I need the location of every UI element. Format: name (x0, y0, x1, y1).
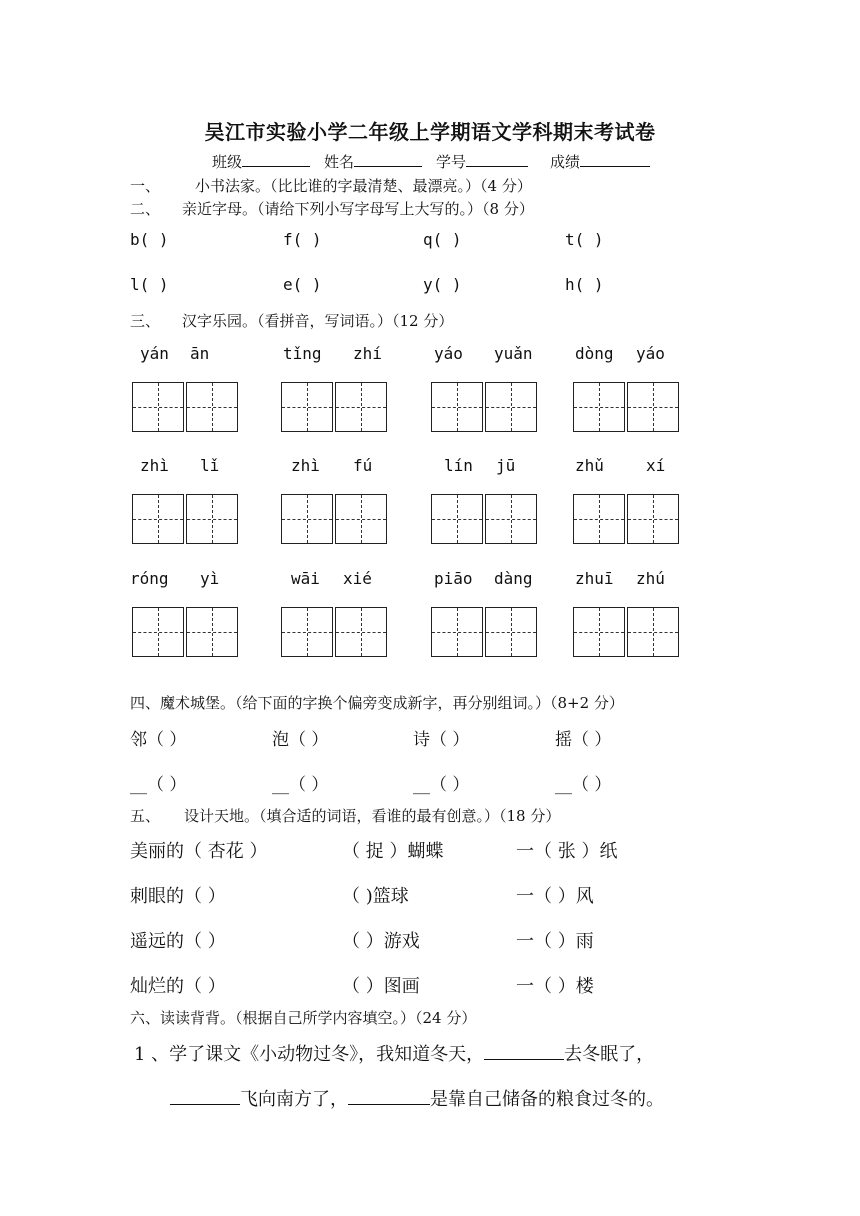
section-2-num: 二、 (130, 200, 161, 218)
fill-blank[interactable] (348, 1104, 430, 1105)
pinyin: jū (496, 456, 516, 475)
letter-y: y( ) (423, 275, 462, 294)
section-5-text: 设计天地。（填合适的词语，看谁的最有创意。）（18 分） (184, 807, 561, 825)
writing-grid[interactable] (431, 494, 537, 544)
design-item: 一（ 张 ）纸 (516, 841, 618, 862)
letter-e: e( ) (283, 275, 322, 294)
writing-grid[interactable] (132, 382, 238, 432)
magic-char: 邻（ ） (130, 730, 187, 750)
pinyin: fú (353, 456, 373, 475)
design-item: 一（ ）楼 (516, 976, 594, 997)
magic-char: 诗（ ） (413, 730, 470, 750)
pinyin: lǐ (200, 456, 220, 475)
design-item: 一（ ）风 (516, 886, 594, 907)
design-item: 刺眼的（ ） (130, 886, 226, 907)
pinyin: róng (130, 569, 169, 588)
magic-char: 摇（ ） (555, 730, 612, 750)
pinyin: yuǎn (494, 344, 533, 363)
design-item: （ )篮球 (342, 886, 409, 907)
pinyin: yì (200, 569, 220, 588)
page-title: 吴江市实验小学二年级上学期语文学科期末考试卷 (204, 120, 656, 144)
writing-grid[interactable] (132, 494, 238, 544)
magic-blank: __（ ） (413, 775, 470, 795)
pinyin: zhì (140, 456, 169, 475)
design-item: （ ）图画 (342, 976, 420, 997)
writing-grid[interactable] (281, 607, 387, 657)
section-2-text: 亲近字母。（请给下列小写字母写上大写的。）（8 分） (182, 200, 534, 218)
pinyin: zhí (353, 344, 382, 363)
magic-blank: __（ ） (272, 775, 329, 795)
pinyin: zhuī (575, 569, 614, 588)
magic-char: 泡（ ） (272, 730, 329, 750)
writing-grid[interactable] (573, 382, 679, 432)
section-1-text: 小书法家。（比比谁的字最清楚、最漂亮。）（4 分） (195, 177, 532, 195)
question-6-line-2: 飞向南方了， 是靠自己储备的粮食过冬的。 (170, 1085, 664, 1111)
magic-blank: __（ ） (555, 775, 612, 795)
section-3-num: 三、 (130, 312, 161, 330)
question-6-line-1: 1 、学了课文《小动物过冬》，我知道冬天， 去冬眠了， (134, 1044, 655, 1065)
pinyin: xié (343, 569, 372, 588)
section-5-num: 五、 (130, 807, 161, 825)
fill-blank[interactable] (484, 1059, 564, 1060)
writing-grid[interactable] (573, 607, 679, 657)
pinyin: piāo (434, 569, 473, 588)
letter-l: l( ) (130, 275, 169, 294)
fill-blank[interactable] (170, 1104, 240, 1105)
writing-grid[interactable] (573, 494, 679, 544)
pinyin: yán (140, 344, 169, 363)
info-name: 姓名 (324, 151, 422, 172)
letter-b: b( ) (130, 230, 169, 249)
section-3-text: 汉字乐园。（看拼音，写词语。）（12 分） (182, 312, 454, 330)
design-item: （ 捉 ）蝴蝶 (342, 841, 444, 862)
pinyin: yáo (636, 344, 665, 363)
pinyin: zhì (291, 456, 320, 475)
writing-grid[interactable] (132, 607, 238, 657)
letter-t: t( ) (565, 230, 604, 249)
writing-grid[interactable] (431, 607, 537, 657)
design-item: 一（ ）雨 (516, 931, 594, 952)
magic-blank: __（ ） (130, 775, 187, 795)
pinyin: ān (190, 344, 210, 363)
writing-grid[interactable] (281, 494, 387, 544)
info-class: 班级 (212, 151, 310, 172)
section-4-text: 四、魔术城堡。（给下面的字换个偏旁变成新字，再分别组词。）（8+2 分） (130, 694, 624, 712)
info-score: 成绩 (550, 151, 650, 172)
design-item: （ ）游戏 (342, 931, 420, 952)
writing-grid[interactable] (281, 382, 387, 432)
pinyin: tǐng (283, 344, 322, 363)
info-number: 学号 (436, 151, 528, 172)
pinyin: wāi (291, 569, 320, 588)
section-1-num: 一、 (130, 177, 161, 195)
pinyin: zhú (636, 569, 665, 588)
design-item: 美丽的（ 杏花 ） (130, 841, 268, 862)
pinyin: zhǔ (575, 456, 604, 475)
writing-grid[interactable] (431, 382, 537, 432)
pinyin: xí (646, 456, 666, 475)
letter-f: f( ) (283, 230, 322, 249)
pinyin: dòng (575, 344, 614, 363)
section-6-text: 六、读读背背。（根据自己所学内容填空。）（24 分） (130, 1009, 477, 1027)
pinyin: lín (444, 456, 473, 475)
design-item: 遥远的（ ） (130, 931, 226, 952)
pinyin: dàng (494, 569, 533, 588)
letter-h: h( ) (565, 275, 604, 294)
design-item: 灿烂的（ ） (130, 976, 226, 997)
letter-q: q( ) (423, 230, 462, 249)
pinyin: yáo (434, 344, 463, 363)
